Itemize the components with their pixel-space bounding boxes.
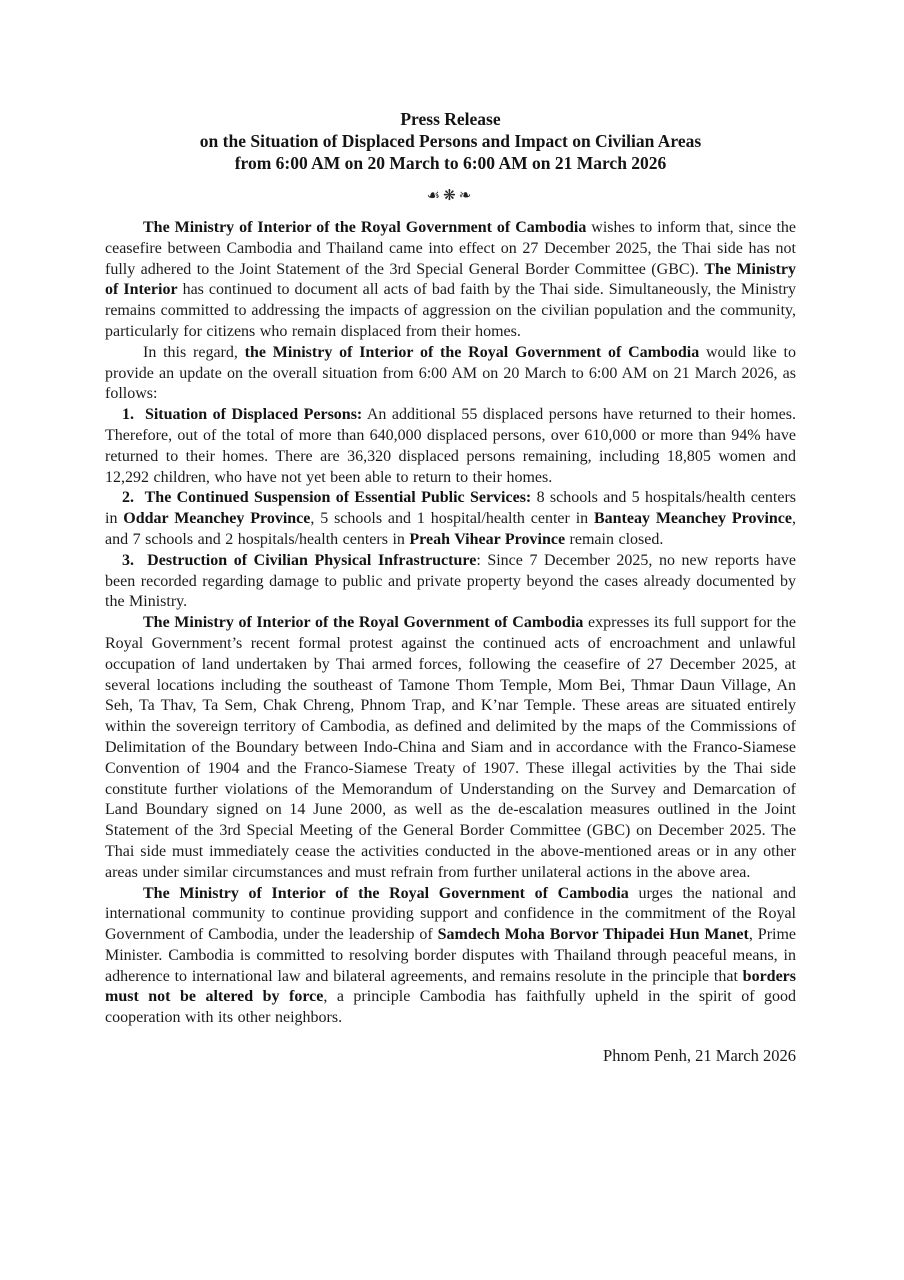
paragraph-protest-support: The Ministry of Interior of the Royal Government of Cambodia expresses its full support for the Royal Government’s recent formal protest against the continued acts of encroachment and unlawful occupation of land undertaken by Thai armed forces, following the ceasefire of 27 December 2025, at several locations including the southeast of Tamone Thom Temple, Mom Bei, Thmar Daun Village, An Seh, Ta Thav, Ta Sem, Chak Chreng, Phnom Trap, and K’nar Temple. These areas are situated entirely within the sovereign territory of Cambodia, as defined and delimited by the maps of the Commissions of Delimitation of the Boundary between Indo-China and Siam and in accordance with the Franco-Siamese Convention of 1904 and the Franco-Siamese Treaty of 1907. These illegal activities by the Thai side constitute further violations of the Memorandum of Understanding on the Survey and Demarcation of Land Boundary signed on 14 June 2000, as well as the de-escalation measures outlined in the Joint Statement of the 3rd Special Meeting of the General Border Committee (GBC) on December 2025. The Thai side must immediately cease the activities conducted in the above-mentioned areas or in any other areas under similar circumstances and must refrain from further unilateral actions in the above area. (105, 614, 796, 881)
item-public-services: 2. The Continued Suspension of Essential Public Services: 8 schools and 5 hospitals/health centers in Oddar Meanchey Province, 5 schools and 1 hospital/health center in Banteay Meanchey Province, and 7 schools and 2 hospitals/health centers in Preah Vihear Province remain closed. (105, 489, 797, 548)
press-release-title (105, 108, 796, 174)
paragraph-appeal: The Ministry of Interior of the Royal Government of Cambodia urges the national and international community to continue providing support and confidence in the commitment of the Royal Government of Cambodia, under the leadership of Samdech Moha Borvor Thipadei Hun Manet, Prime Minister. Cambodia is committed to resolving border disputes with Thailand through peaceful means, in adherence to international law and bilateral agreements, and remains resolute in the principle that borders must not be altered by force, a principle Cambodia has faithfully upheld in the spirit of good cooperation with its other neighbors. (105, 884, 797, 1027)
paragraph-update-preamble: In this regard, the Ministry of Interior of the Royal Government of Cambodia would like to provide an update on the overall situation from 6:00 AM on 20 March to 6:00 AM on 21 March 2026, as follows: (105, 343, 797, 403)
item-infrastructure: 3. Destruction of Civilian Physical Infrastructure: Since 7 December 2025, no new reports have been recorded regarding damage to public and private property beyond the cases already documented by the Ministry. (105, 551, 797, 611)
floral-ornament-divider: ☙❋❧ (426, 186, 475, 204)
document-body (105, 218, 796, 1029)
title-line-1: Press Release (400, 109, 501, 129)
document-content (105, 0, 796, 1066)
item-displaced-persons: 1. Situation of Displaced Persons: An additional 55 displaced persons have returned to their homes. Therefore, out of the total of more than 640,000 displaced persons, over 610,000 or more than 94% have returned to their homes. There are 36,320 displaced persons remaining, including 18,805 women and 12,292 children, who have not yet been able to return to their homes. (105, 406, 796, 486)
title-line-3: from 6:00 AM on 20 March to 6:00 AM on 21 March 2026 (234, 153, 667, 173)
paragraph-intro: The Ministry of Interior of the Royal Government of Cambodia wishes to inform that, since the ceasefire between Cambodia and Thailand came into effect on 27 December 2025, the Thai side has not fully adhered to the Joint Statement of the 3rd Special General Border Committee (GBC). The Ministry of Interior has continued to document all acts of bad faith by the Thai side. Simultaneously, the Ministry remains committed to addressing the impacts of aggression on the civilian population and the community, particularly for citizens who remain displaced from their homes. (105, 219, 797, 340)
dateline: Phnom Penh, 21 March 2026 (603, 1046, 796, 1066)
title-line-2: on the Situation of Displaced Persons and Impact on Civilian Areas (199, 131, 702, 151)
